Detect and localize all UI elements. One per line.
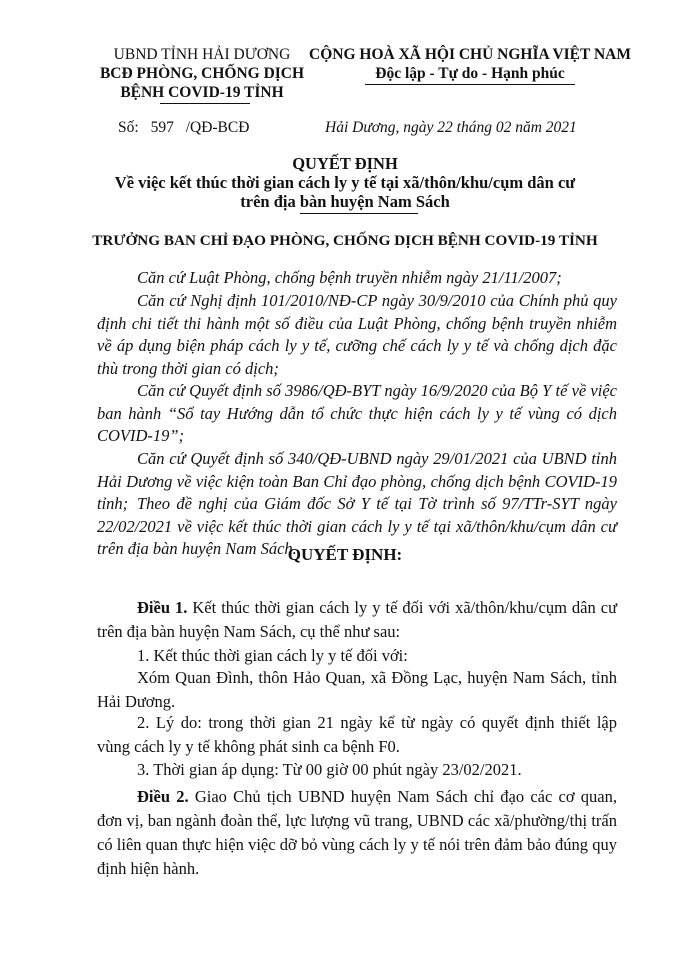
decision-subject-line-2: trên địa bàn huyện Nam Sách bbox=[240, 192, 450, 211]
basis-2 bbox=[97, 290, 617, 380]
article-2 bbox=[97, 785, 617, 881]
article-2-text: Giao Chủ tịch UBND huyện Nam Sách chỉ đạo các cơ quan, đơn vị, ban ngành đoàn thể, lực lượng vũ trang, UBND các xã/phường/thị trấn có liên quan thực hiện việc dỡ bỏ vùng cách ly y tế nói trên đảm bảo đúng quy định hiện hành. bbox=[97, 787, 618, 878]
basis-2-text: Căn cứ Nghị định 101/2010/NĐ-CP ngày 30/9/2010 của Chính phủ quy định chi tiết thi hành một số điều của Luật Phòng, chống bệnh truyền nhiễm về áp dụng biện pháp cách ly y tế, cưỡng chế cách ly y tế và chống dịch đặc thù trong thời gian có dịch; bbox=[97, 291, 617, 378]
motto-underline bbox=[365, 84, 575, 85]
country-name: CỘNG HOÀ XÃ HỘI CHỦ NGHĨA VIỆT NAM bbox=[309, 46, 631, 63]
decision-title: QUYẾT ĐỊNH bbox=[292, 154, 398, 173]
issuer-line-1: UBND TỈNH HẢI DƯƠNG bbox=[113, 46, 291, 63]
article-1-item-1-text: 1. Kết thúc thời gian cách ly y tế đối với: bbox=[137, 646, 408, 665]
basis-1 bbox=[97, 267, 617, 290]
title-underline bbox=[300, 213, 418, 214]
article-1-label: Điều 1. bbox=[137, 598, 188, 617]
basis-4-text: Căn cứ Quyết định số 340/QĐ-UBND ngày 29/01/2021 của UBND tỉnh Hải Dương về việc kiện toàn Ban Chỉ đạo phòng, chống dịch bệnh COVID-19 tỉnh; bbox=[97, 449, 617, 513]
basis-3 bbox=[97, 380, 617, 448]
basis-3-text: Căn cứ Quyết định số 3986/QĐ-BYT ngày 16/9/2020 của Bộ Y tế về việc ban hành “Sổ tay Hướng dẫn tổ chức thực hiện cách ly y tế vùng có dịch COVID-19”; bbox=[97, 381, 617, 445]
article-1-location-text: Xóm Quan Đình, thôn Hảo Quan, xã Đồng Lạc, huyện Nam Sách, tỉnh Hải Dương. bbox=[97, 668, 617, 711]
basis-1-text: Căn cứ Luật Phòng, chống bệnh truyền nhiễm ngày 21/11/2007; bbox=[137, 268, 562, 287]
so-label: Số: bbox=[118, 119, 139, 136]
decision-heading: QUYẾT ĐỊNH: bbox=[287, 545, 403, 564]
national-motto-block bbox=[305, 45, 635, 83]
article-2-label: Điều 2. bbox=[137, 787, 189, 806]
issuer-line-2: BCĐ PHÒNG, CHỐNG DỊCH bbox=[99, 65, 305, 82]
article-1-item-1 bbox=[97, 644, 617, 668]
issuer-block bbox=[92, 45, 312, 102]
document-number bbox=[118, 118, 249, 137]
article-1 bbox=[97, 596, 617, 644]
article-1-item-3-text: 3. Thời gian áp dụng: Từ 00 giờ 00 phút ngày 23/02/2021. bbox=[137, 760, 522, 779]
place-date: Hải Dương, ngày 22 tháng 02 năm 2021 bbox=[325, 119, 577, 136]
basis-5-text: Theo đề nghị của Giám đốc Sở Y tế tại Tờ trình số 97/TTr-SYT ngày 22/02/2021 về việc kết thúc thời gian cách ly y tế tại xã/thôn/khu/cụm dân cư trên địa bàn huyện Nam Sách. bbox=[97, 494, 617, 558]
article-1-item-2-text: 2. Lý do: trong thời gian 21 ngày kể từ ngày có quyết định thiết lập vùng cách ly y tế không phát sinh ca bệnh F0. bbox=[97, 713, 617, 756]
authority-heading: TRƯỞNG BAN CHỈ ĐẠO PHÒNG, CHỐNG DỊCH BỆNH COVID-19 TỈNH bbox=[92, 232, 598, 249]
decision-subject-line-1: Về việc kết thúc thời gian cách ly y tế tại xã/thôn/khu/cụm dân cư bbox=[114, 173, 576, 192]
issuer-underline bbox=[160, 103, 250, 104]
so-number: 597 bbox=[150, 119, 174, 136]
article-1-location bbox=[97, 666, 617, 714]
article-1-text: Kết thúc thời gian cách ly y tế đối với xã/thôn/khu/cụm dân cư trên địa bàn huyện Nam Sách, cụ thể như sau: bbox=[97, 598, 618, 641]
article-1-item-3 bbox=[97, 758, 617, 782]
so-suffix: /QĐ-BCĐ bbox=[185, 119, 250, 136]
issuer-line-3: BỆNH COVID-19 TỈNH bbox=[120, 84, 284, 101]
article-1-item-2 bbox=[97, 711, 617, 759]
motto: Độc lập - Tự do - Hạnh phúc bbox=[375, 65, 565, 82]
